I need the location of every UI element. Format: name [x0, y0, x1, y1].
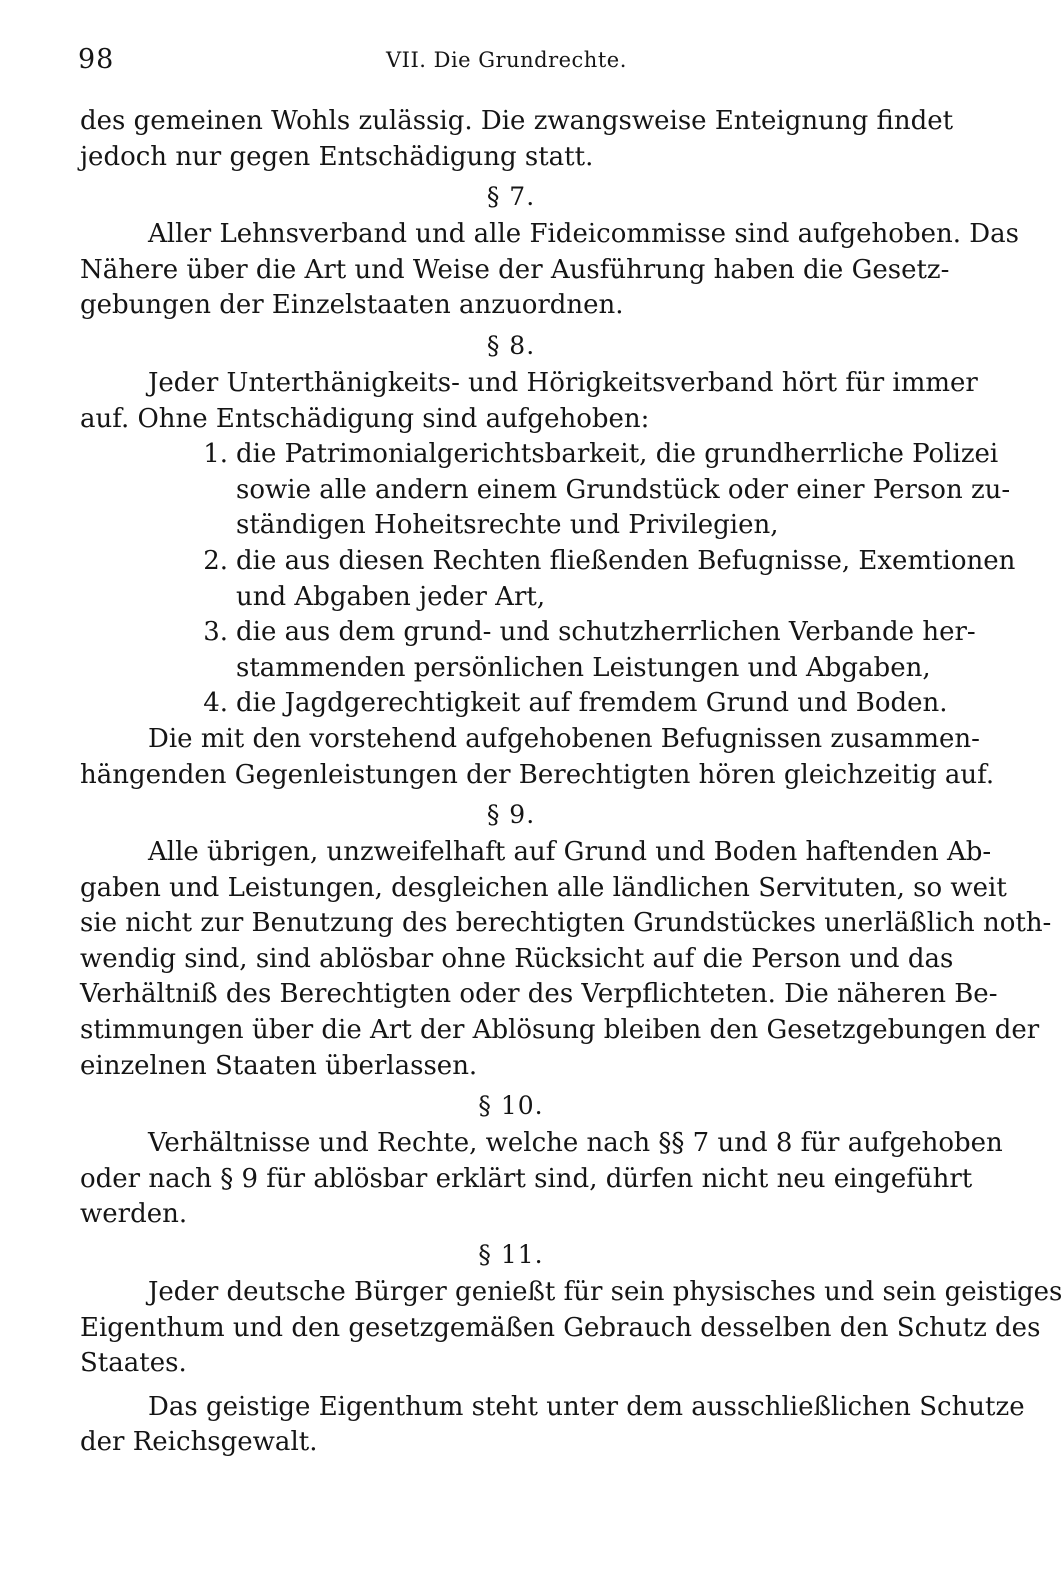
section-heading-8: § 8.	[486, 330, 536, 360]
text-line: werden.	[80, 1199, 188, 1230]
page-header	[76, 44, 936, 80]
list-item-text: die aus dem grund- und schutzherrlichen Verbande her-	[236, 617, 976, 648]
text-line: wendig sind, sind ablösbar ohne Rücksicht auf die Person und das	[80, 943, 954, 974]
text-line: gaben und Leistungen, desgleichen alle ländlichen Servituten, so weit	[80, 872, 1007, 903]
text-line: hängenden Gegenleistungen der Berechtigten hören gleichzeitig auf.	[80, 759, 995, 790]
text-line: sie nicht zur Benutzung des berechtigten Grundstückes unerläßlich noth-	[80, 908, 1052, 939]
list-item-4	[188, 686, 948, 722]
list-item-3	[188, 615, 976, 651]
text-line: Die mit den vorstehend aufgehobenen Befugnissen zusammen-	[148, 723, 980, 754]
text-line: Aller Lehnsverband und alle Fideicommisse sind aufgehoben. Das	[148, 219, 1019, 250]
paragraph-gap	[80, 1382, 942, 1390]
text-line: Verhältniß des Berechtigten oder des Verpflichteten. Die näheren Be-	[80, 979, 998, 1010]
list-item-text: und Abgaben jeder Art,	[236, 581, 546, 612]
text-line: jedoch nur gegen Entschädigung statt.	[80, 141, 594, 172]
text-line: Jeder Unterthänigkeits- und Hörigkeitsverband hört für immer	[148, 367, 978, 398]
list-item-number: 4.	[203, 688, 228, 719]
section-heading-11: § 11.	[478, 1240, 544, 1270]
list-item-text: stammenden persönlichen Leistungen und Abgaben,	[236, 652, 931, 683]
text-line: Nähere über die Art und Weise der Ausführung haben die Gesetz-	[80, 254, 950, 285]
list-item-continuation	[188, 508, 942, 544]
list-item-continuation	[188, 651, 942, 687]
list-item-text: die Patrimonialgerichtsbarkeit, die grundherrliche Polizei	[236, 439, 999, 470]
text-line: gebungen der Einzelstaaten anzuordnen.	[80, 290, 624, 321]
text-line: einzelnen Staaten überlassen.	[80, 1050, 478, 1081]
text-line: Das geistige Eigenthum steht unter dem ausschließlichen Schutze	[148, 1391, 1025, 1422]
text-line: Jeder deutsche Bürger genießt für sein physisches und sein geistiges	[148, 1277, 1062, 1308]
list-item-2	[188, 544, 1016, 580]
text-line: Verhältnisse und Rechte, welche nach §§ 7 und 8 für aufgehoben	[148, 1128, 1003, 1159]
list-item-text: ständigen Hoheitsrechte und Privilegien,	[236, 510, 779, 541]
list-item-number: 1.	[203, 439, 228, 470]
page-body	[80, 104, 1062, 1461]
text-line: des gemeinen Wohls zulässig. Die zwangsweise Enteignung findet	[80, 106, 954, 136]
list-item-text: sowie alle andern einem Grundstück oder einer Person zu-	[236, 474, 1011, 505]
list-item-number: 3.	[203, 617, 228, 648]
text-line: auf. Ohne Entschädigung sind aufgehoben:	[80, 403, 650, 434]
page-number: 98	[78, 44, 115, 75]
text-line: Staates.	[80, 1348, 187, 1379]
section-heading-10: § 10.	[478, 1091, 544, 1121]
section-heading-9: § 9.	[486, 800, 536, 830]
section-heading-7: § 7.	[486, 182, 536, 212]
list-item-1	[188, 437, 999, 473]
list-item-continuation	[188, 580, 942, 616]
enumerated-list	[188, 437, 1016, 722]
text-line: stimmungen über die Art der Ablösung bleiben den Gesetzgebungen der	[80, 1015, 1040, 1046]
text-line: der Reichsgewalt.	[80, 1427, 318, 1458]
list-item-text: die Jagdgerechtigkeit auf fremdem Grund und Boden.	[236, 688, 948, 719]
running-head: VII. Die Grundrechte.	[386, 48, 627, 72]
list-item-number: 2.	[203, 545, 228, 576]
list-item-text: die aus diesen Rechten fließenden Befugnisse, Exemtionen	[236, 545, 1016, 576]
text-line: oder nach § 9 für ablösbar erklärt sind, dürfen nicht neu eingeführt	[80, 1163, 973, 1194]
list-item-continuation	[188, 473, 1011, 509]
text-line: Alle übrigen, unzweifelhaft auf Grund und Boden haftenden Ab-	[148, 837, 992, 868]
text-line: Eigenthum und den gesetzgemäßen Gebrauch desselben den Schutz des	[80, 1312, 1041, 1343]
